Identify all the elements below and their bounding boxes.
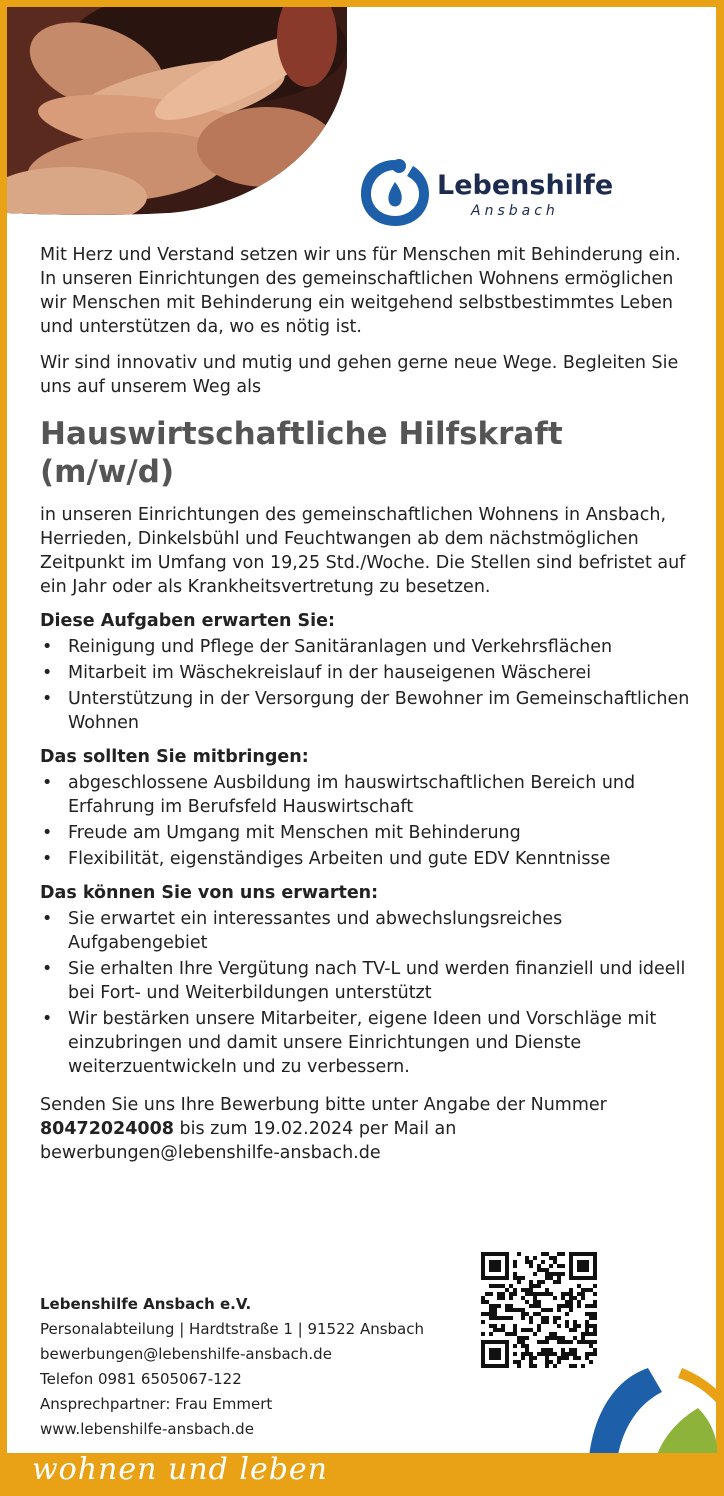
job-description: in unseren Einrichtungen des gemeinschaftlichen Wohnens in Ansbach, Herrieden, Dinkelsbühl und Feuchtwangen ab dem nächstmöglichen Zeitpunkt im Umfang von 19,25 Std./Woche. Die Stellen sind befristet auf ein Jahr oder als Krankheitsvertretung zu besetzen.	[40, 505, 686, 597]
bullet-icon: •	[42, 1009, 53, 1029]
section-heading-tasks: Diese Aufgaben erwarten Sie:	[40, 611, 336, 631]
benefits-list	[40, 907, 690, 1079]
logo-mark-icon	[355, 152, 435, 232]
apply-line-1: Senden Sie uns Ihre Bewerbung bitte unter Angabe der Nummer	[40, 1095, 607, 1115]
bullet-icon: •	[42, 689, 53, 709]
bullet-icon: •	[42, 909, 53, 929]
logo-name: Lebenshilfe	[437, 170, 614, 201]
contact-org: Lebenshilfe Ansbach e.V.	[40, 1295, 252, 1313]
list-item	[40, 661, 690, 685]
contact-block	[40, 1292, 460, 1442]
list-item	[40, 635, 690, 659]
list-item	[40, 1007, 690, 1079]
frame-left	[0, 0, 7, 1496]
tasks-list	[40, 635, 690, 735]
list-item-text: Mitarbeit im Wäschekreislauf in der hauseigenen Wäscherei	[68, 663, 592, 683]
list-item	[40, 847, 690, 871]
list-item-text: Sie erwartet ein interessantes und abwechslungsreiches Aufgabengebiet	[68, 909, 563, 953]
contact-phone: Telefon 0981 6505067-122	[40, 1370, 242, 1388]
bullet-icon: •	[42, 637, 53, 657]
intro-paragraph-1: Mit Herz und Verstand setzen wir uns für Menschen mit Behinderung ein. In unseren Einrichtungen des gemeinschaftlichen Wohnens ermöglichen wir Menschen mit Behinderung ein weitgehend selbstbestimmtes Leben und unterstützen da, wo es nötig ist.	[40, 245, 681, 337]
list-item-text: Sie erhalten Ihre Vergütung nach TV-L und werden finanziell und ideell bei Fort- und Weiterbildungen unterstützt	[68, 959, 686, 1003]
list-item-text: Unterstützung in der Versorgung der Bewohner im Gemeinschaftlichen Wohnen	[68, 689, 690, 733]
list-item-text: Freude am Umgang mit Menschen mit Behinderung	[68, 823, 521, 843]
qr-code-icon[interactable]	[481, 1252, 597, 1368]
bullet-icon: •	[42, 663, 53, 683]
job-title: Hauswirtschaftliche Hilfskraft (m/w/d)	[40, 416, 563, 490]
bullet-icon: •	[42, 773, 53, 793]
frame-top	[0, 0, 724, 7]
section-heading-benefits: Das können Sie von uns erwarten:	[40, 883, 379, 903]
contact-address: Personalabteilung | Hardtstraße 1 | 91522 Ansbach	[40, 1320, 424, 1338]
frame-right	[716, 0, 724, 1496]
apply-email-link[interactable]: bewerbungen@lebenshilfe-ansbach.de	[40, 1143, 381, 1163]
bullet-icon: •	[42, 823, 53, 843]
contact-person: Ansprechpartner: Frau Emmert	[40, 1395, 273, 1413]
logo-location: Ansbach	[471, 203, 559, 219]
apply-line-2: bis zum 19.02.2024 per Mail an	[173, 1119, 457, 1139]
list-item-text: Wir bestärken unsere Mitarbeiter, eigene Ideen und Vorschläge mit einzubringen und damit unsere Einrichtungen und Dienste weiterzuentwickeln und zu verbessern.	[68, 1009, 657, 1077]
intro-paragraph-2: Wir sind innovativ und mutig und gehen gerne neue Wege. Begleiten Sie uns auf unserem Weg als	[40, 353, 679, 397]
bullet-icon: •	[42, 959, 53, 979]
contact-web-link[interactable]: www.lebenshilfe-ansbach.de	[40, 1420, 254, 1438]
contact-email-link[interactable]: bewerbungen@lebenshilfe-ansbach.de	[40, 1345, 332, 1363]
bullet-icon: •	[42, 849, 53, 869]
list-item	[40, 907, 690, 955]
job-number: 80472024008	[40, 1119, 174, 1139]
list-item-text: abgeschlossene Ausbildung im hauswirtschaftlichen Bereich und Erfahrung im Berufsfeld Hauswirtschaft	[68, 773, 636, 817]
list-item	[40, 821, 690, 845]
apply-text	[40, 1093, 690, 1165]
section-heading-requirements: Das sollten Sie mitbringen:	[40, 747, 309, 767]
list-item-text: Flexibilität, eigenständiges Arbeiten und gute EDV Kenntnisse	[68, 849, 611, 869]
list-item	[40, 687, 690, 735]
lebenshilfe-logo	[355, 152, 625, 232]
hands-photo	[7, 7, 347, 217]
list-item	[40, 771, 690, 819]
footer-slogan: wohnen und leben	[32, 1452, 329, 1487]
main-content	[40, 243, 690, 1165]
requirements-list	[40, 771, 690, 871]
list-item	[40, 957, 690, 1005]
list-item-text: Reinigung und Pflege der Sanitäranlagen und Verkehrsflächen	[68, 637, 613, 657]
